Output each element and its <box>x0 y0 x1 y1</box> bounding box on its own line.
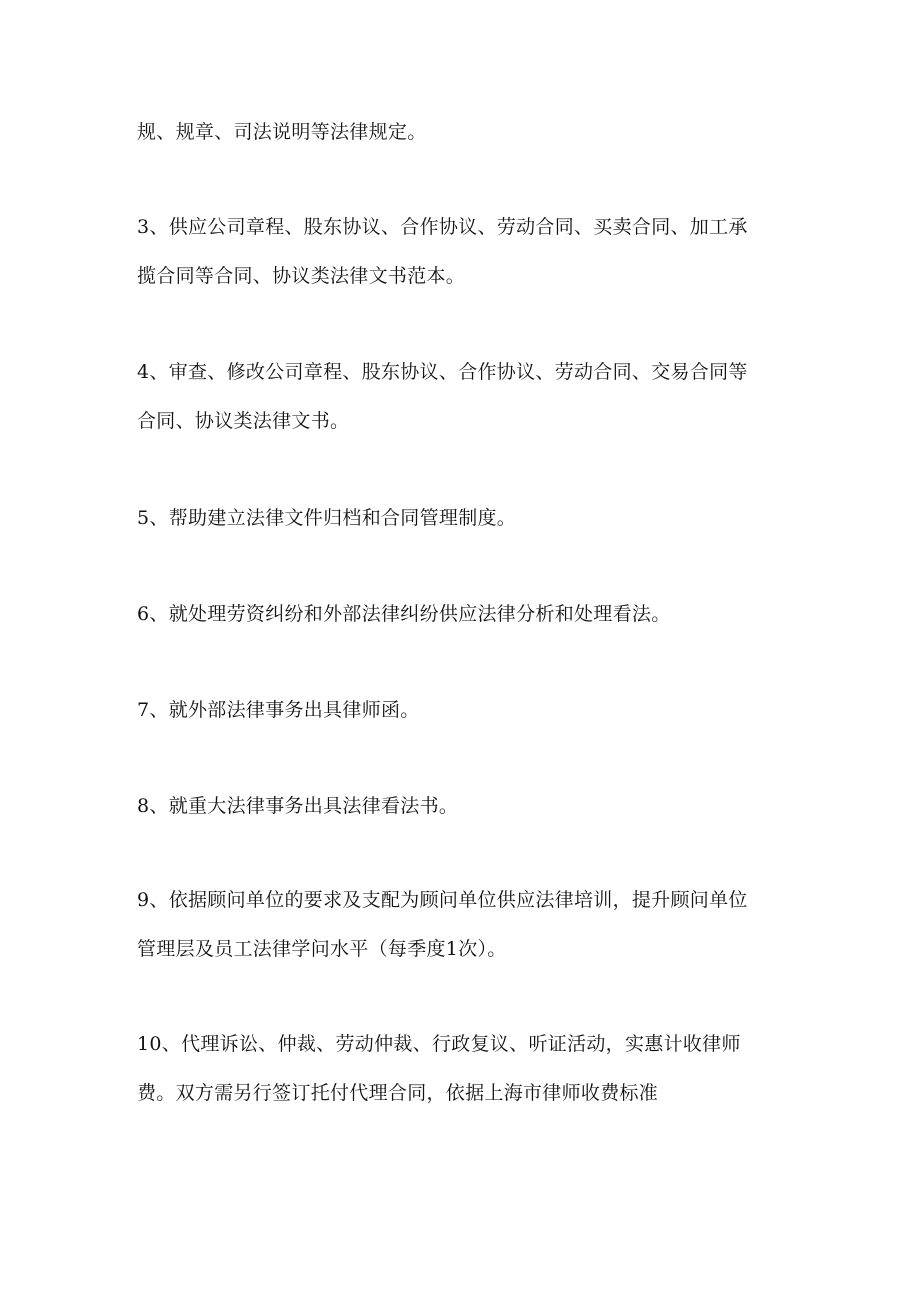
paragraph-line: 5、帮助建立法律文件归档和合同管理制度。 <box>137 507 517 529</box>
paragraph-line: 揽合同等合同、协议类法律文书范本。 <box>137 265 466 287</box>
paragraph-line: 规、规章、司法说明等法律规定。 <box>137 121 427 143</box>
paragraph-line: 9、依据顾问单位的要求及支配为顾问单位供应法律培训，提升顾问单位 <box>137 889 748 911</box>
paragraph-line: 10、代理诉讼、仲裁、劳动仲裁、行政复议、听证活动，实惠计收律师 <box>137 1033 741 1055</box>
paragraph-line: 7、就外部法律事务出具律师函。 <box>137 699 420 721</box>
paragraph-line: 4、审查、修改公司章程、股东协议、合作协议、劳动合同、交易合同等 <box>137 361 748 383</box>
paragraph-item-10 <box>137 1020 787 1118</box>
paragraph-item-4 <box>137 348 787 446</box>
paragraph-continuation <box>137 108 787 157</box>
paragraph-line: 费。双方需另行签订托付代理合同，依据上海市律师收费标准 <box>137 1082 659 1104</box>
paragraph-item-5 <box>137 494 787 543</box>
paragraph-item-9 <box>137 876 787 974</box>
paragraph-item-6 <box>137 590 787 639</box>
paragraph-line: 管理层及员工法律学问水平（每季度1次）。 <box>137 938 507 960</box>
paragraph-line: 8、就重大法律事务出具法律看法书。 <box>137 795 459 817</box>
paragraph-line: 3、供应公司章程、股东协议、合作协议、劳动合同、买卖合同、加工承 <box>137 216 748 238</box>
paragraph-item-8 <box>137 782 787 831</box>
paragraph-line: 6、就处理劳资纠纷和外部法律纠纷供应法律分析和处理看法。 <box>137 603 671 625</box>
paragraph-item-7 <box>137 686 787 735</box>
paragraph-item-3 <box>137 203 787 301</box>
paragraph-line: 合同、协议类法律文书。 <box>137 410 350 432</box>
